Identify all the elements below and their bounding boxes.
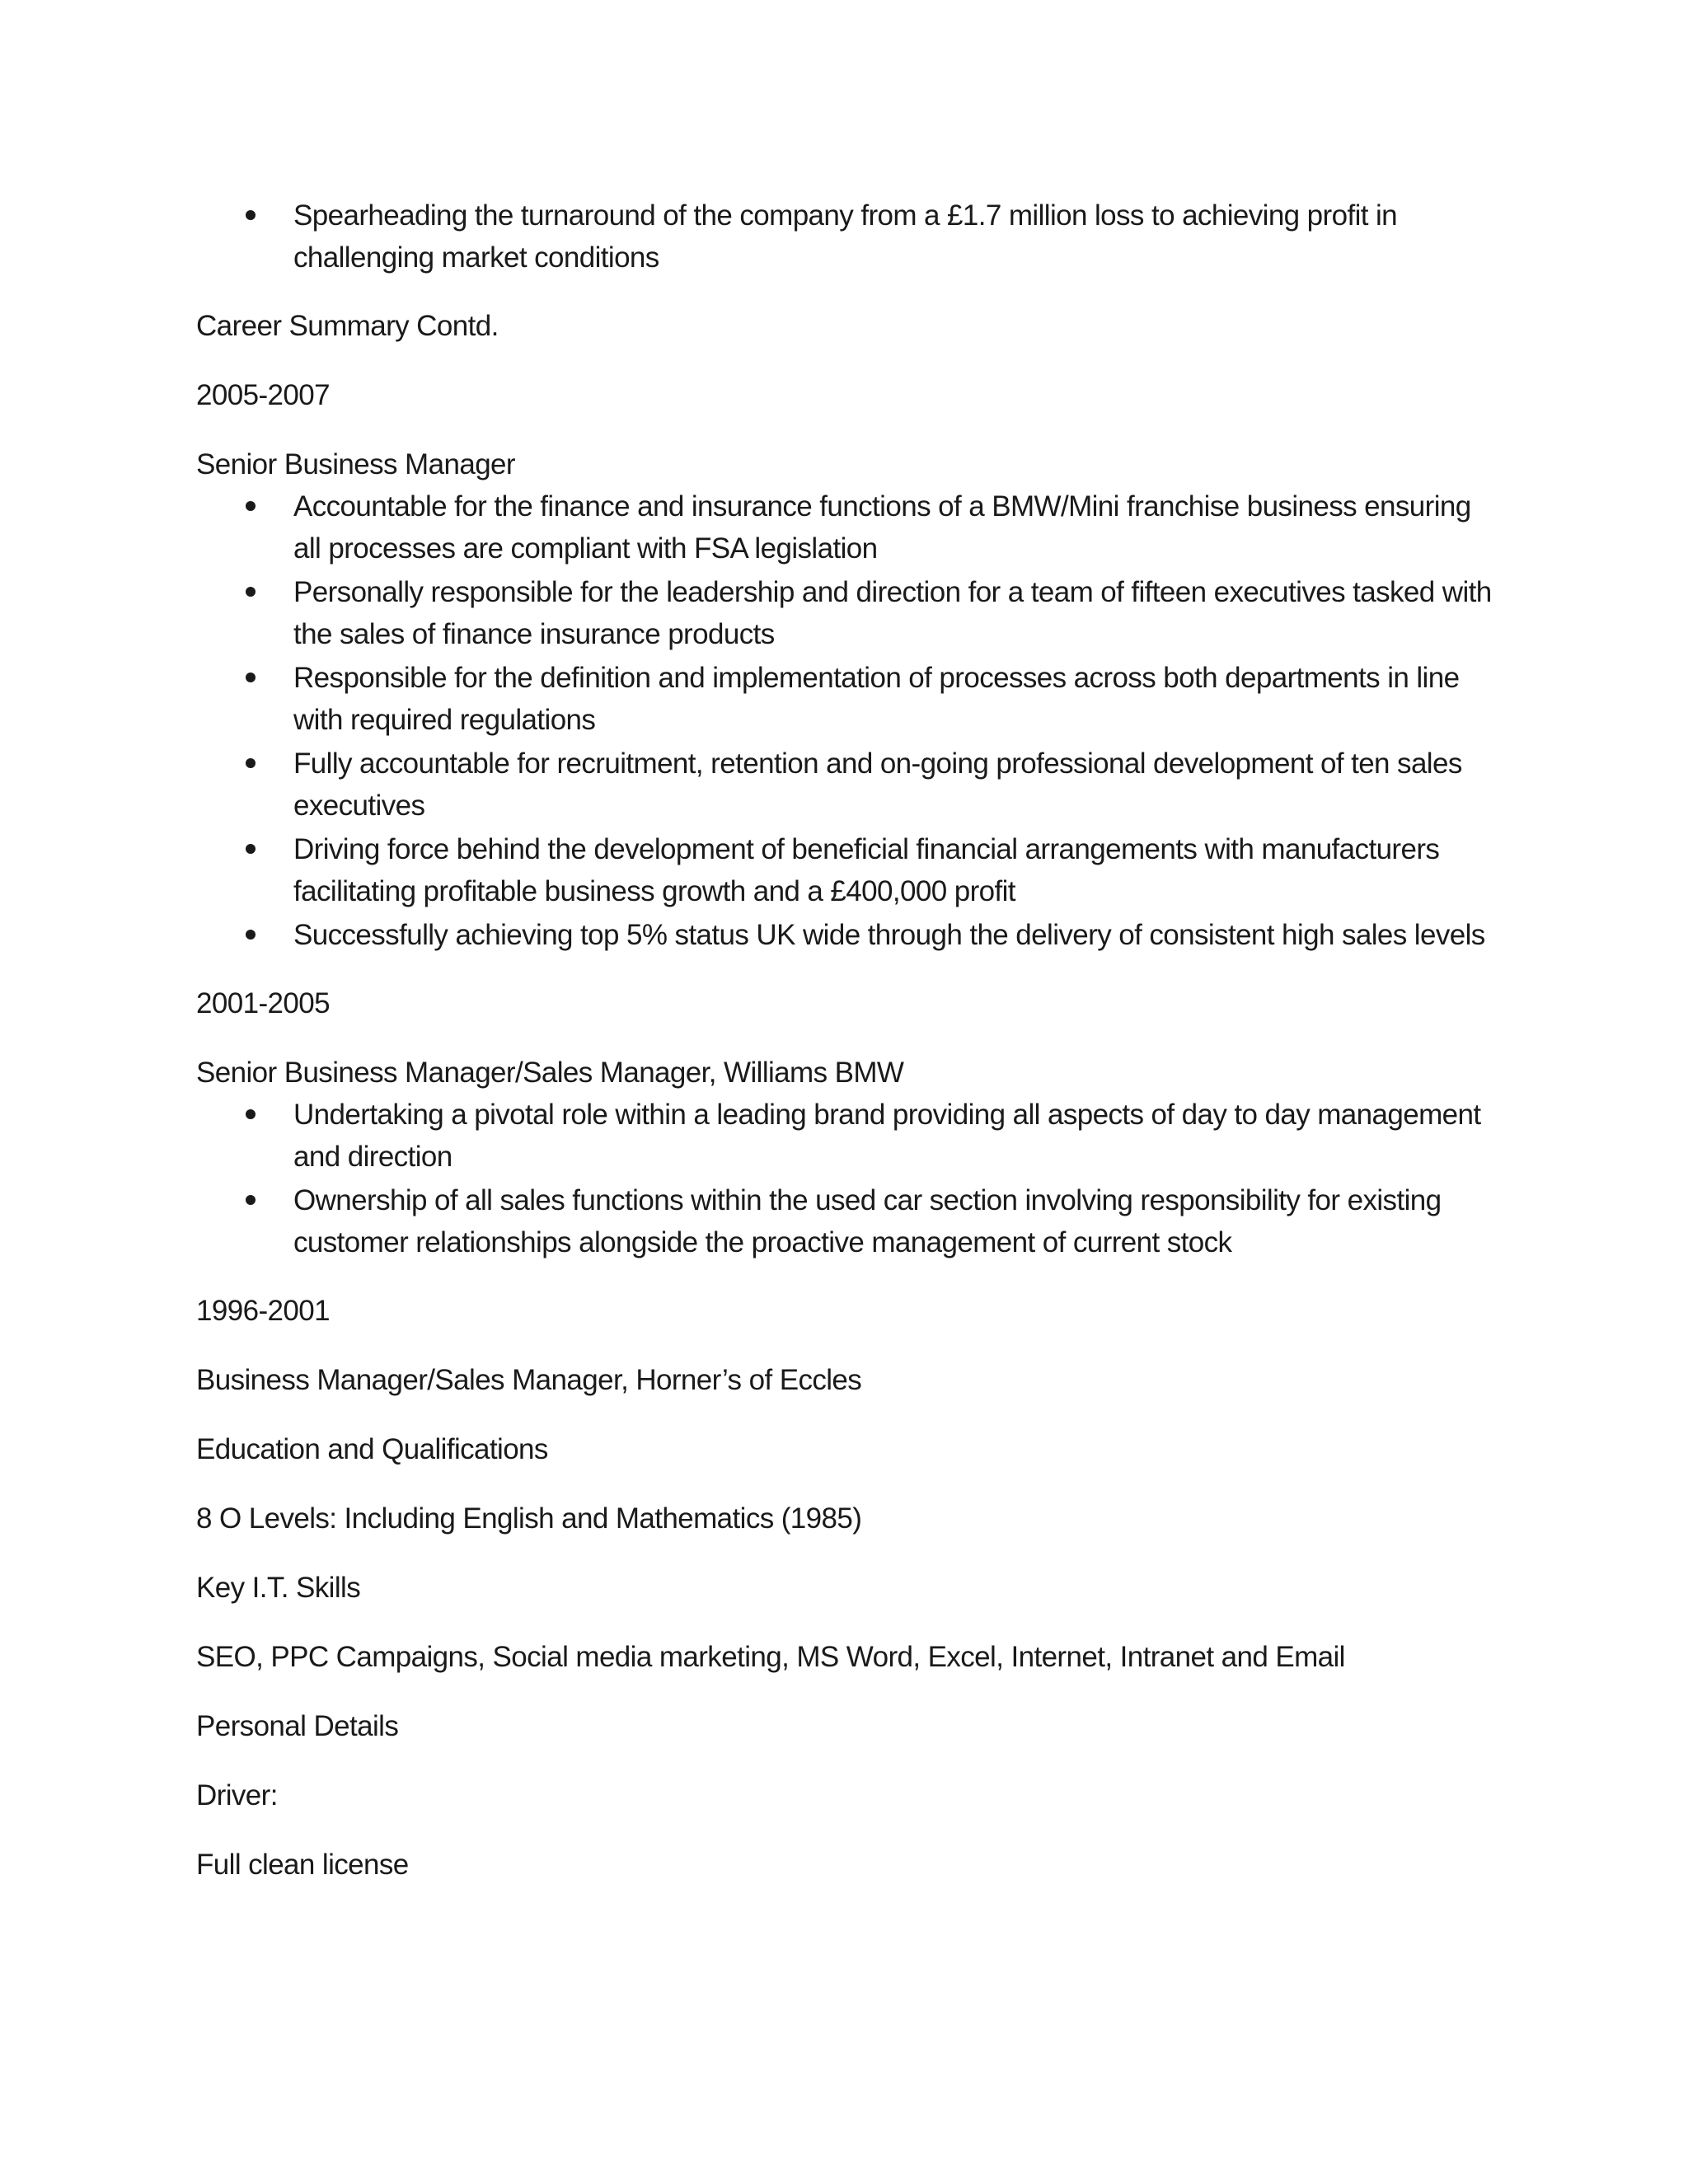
list-item bbox=[196, 1094, 1498, 1178]
bullet-text: Fully accountable for recruitment, retention and on-going professional development of ten sales executives bbox=[293, 748, 1462, 822]
bullet-icon bbox=[246, 210, 256, 220]
intro-bullet-list bbox=[196, 194, 1498, 279]
career-contd-heading: Career Summary Contd. bbox=[196, 310, 499, 342]
job-title: Senior Business Manager/Sales Manager, Williams BMW bbox=[196, 1057, 904, 1089]
job-title: Business Manager/Sales Manager, Horner’s of Eccles bbox=[196, 1364, 862, 1396]
it-skills-text: SEO, PPC Campaigns, Social media marketing, MS Word, Excel, Internet, Intranet and Email bbox=[196, 1641, 1345, 1673]
bullet-icon bbox=[246, 844, 256, 854]
personal-details-heading: Personal Details bbox=[196, 1710, 399, 1742]
education-text: 8 O Levels: Including English and Mathematics (1985) bbox=[196, 1502, 862, 1535]
job-bullet-list bbox=[196, 1094, 1498, 1263]
bullet-icon bbox=[246, 1195, 256, 1205]
bullet-text: Undertaking a pivotal role within a leading brand providing all aspects of day to day management and direction bbox=[293, 1099, 1481, 1173]
list-item bbox=[196, 1179, 1498, 1263]
education-heading: Education and Qualifications bbox=[196, 1433, 548, 1465]
it-skills-heading: Key I.T. Skills bbox=[196, 1572, 361, 1604]
list-item bbox=[196, 743, 1498, 827]
driver-value: Full clean license bbox=[196, 1849, 409, 1881]
job-dates: 2001-2005 bbox=[196, 987, 330, 1019]
bullet-icon bbox=[246, 758, 256, 768]
bullet-text: Successfully achieving top 5% status UK wide through the delivery of consistent high sales levels bbox=[293, 919, 1485, 951]
bullet-text: Responsible for the definition and implementation of processes across both departments in line with required regulations bbox=[293, 662, 1460, 736]
list-item bbox=[196, 657, 1498, 741]
bullet-text: Ownership of all sales functions within the used car section involving responsibility for existing customer relationships alongside the proactive management of current stock bbox=[293, 1184, 1442, 1258]
driver-label: Driver: bbox=[196, 1779, 278, 1811]
list-item bbox=[196, 571, 1498, 655]
bullet-icon bbox=[246, 587, 256, 597]
job-title: Senior Business Manager bbox=[196, 448, 515, 480]
list-item bbox=[196, 194, 1498, 279]
bullet-text: Personally responsible for the leadership and direction for a team of fifteen executives tasked with the sales of finance insurance products bbox=[293, 576, 1492, 650]
document-content bbox=[196, 194, 1498, 1886]
job-dates: 1996-2001 bbox=[196, 1295, 330, 1327]
list-item bbox=[196, 828, 1498, 912]
job-dates: 2005-2007 bbox=[196, 379, 330, 411]
bullet-text: Driving force behind the development of beneficial financial arrangements with manufacturers facilitating profitable business growth and a £400,000 profit bbox=[293, 833, 1440, 907]
list-item bbox=[196, 485, 1498, 569]
bullet-text: Accountable for the finance and insurance functions of a BMW/Mini franchise business ensuring all processes are compliant with FSA legislation bbox=[293, 490, 1471, 565]
bullet-icon bbox=[246, 673, 256, 682]
bullet-icon bbox=[246, 1109, 256, 1119]
bullet-text: Spearheading the turnaround of the company from a £1.7 million loss to achieving profit in challenging market conditions bbox=[293, 199, 1398, 274]
job-bullet-list bbox=[196, 485, 1498, 956]
bullet-icon bbox=[246, 930, 256, 940]
list-item bbox=[196, 914, 1498, 956]
bullet-icon bbox=[246, 501, 256, 511]
